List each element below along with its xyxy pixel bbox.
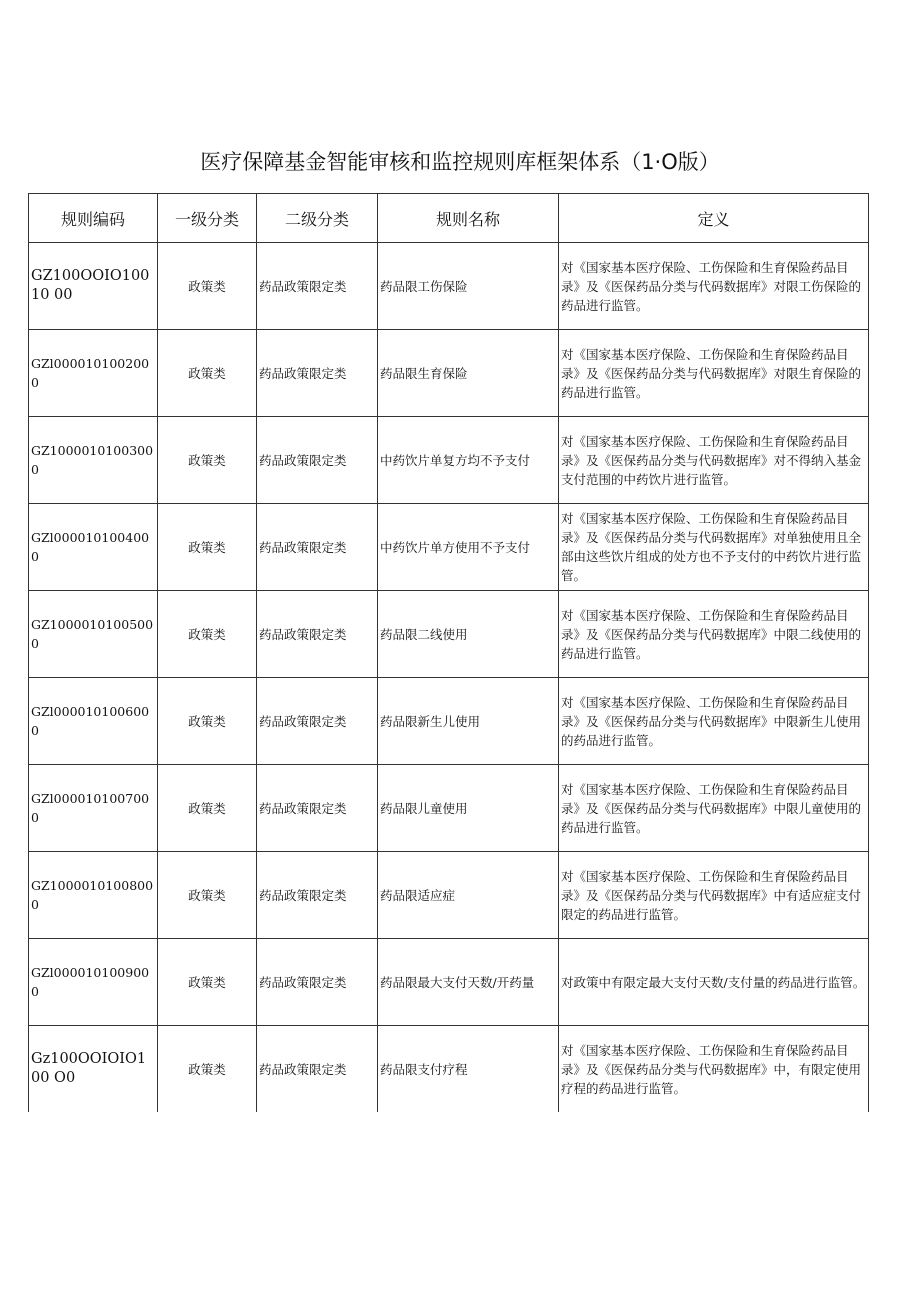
rule-name: 中药饮片单复方均不予支付 [378,417,559,504]
table-row [29,852,869,939]
page-title: 医疗保障基金智能审核和监控规则库框架体系（1·O版） [200,150,720,174]
rule-code: GZl0000101007000 [29,765,158,852]
rule-level1: 政策类 [158,678,257,765]
rule-code: GZ10000101003000 [29,417,158,504]
rule-name: 药品限适应症 [378,852,559,939]
header-level2: 二级分类 [257,194,378,243]
rule-code: GZ10000101008000 [29,852,158,939]
rule-definition: 对《国家基本医疗保险、工伤保险和生育保险药品目录》及《医保药品分类与代码数据库》对单独使用且全部由这些饮片组成的处方也不予支付的中药饮片进行监管。 [559,504,869,591]
rule-code: GZ10000101005000 [29,591,158,678]
table-row [29,765,869,852]
table-row [29,330,869,417]
table-row [29,243,869,330]
rule-level2: 药品政策限定类 [257,330,378,417]
rule-name: 药品限儿童使用 [378,765,559,852]
header-code: 规则编码 [29,194,158,243]
rule-name: 中药饮片单方使用不予支付 [378,504,559,591]
table-row [29,678,869,765]
rule-definition: 对《国家基本医疗保险、工伤保险和生育保险药品目录》及《医保药品分类与代码数据库》中限儿童使用的药品进行监管。 [559,765,869,852]
rule-name: 药品限二线使用 [378,591,559,678]
rule-level2: 药品政策限定类 [257,417,378,504]
rule-definition: 对《国家基本医疗保险、工伤保险和生育保险药品目录》及《医保药品分类与代码数据库》中限二线使用的药品进行监管。 [559,591,869,678]
rule-name: 药品限支付疗程 [378,1026,559,1113]
rule-level1: 政策类 [158,504,257,591]
rule-level2: 药品政策限定类 [257,852,378,939]
table-row [29,939,869,1026]
header-definition: 定义 [559,194,869,243]
rule-code: GZl0000101002000 [29,330,158,417]
rule-level2: 药品政策限定类 [257,243,378,330]
rule-definition: 对《国家基本医疗保险、工伤保险和生育保险药品目录》及《医保药品分类与代码数据库》中，有限定使用疗程的药品进行监管。 [559,1026,869,1113]
rule-definition: 对《国家基本医疗保险、工伤保险和生育保险药品目录》及《医保药品分类与代码数据库》对限工伤保险的药品进行监管。 [559,243,869,330]
rule-level1: 政策类 [158,417,257,504]
rule-code: GZl0000101006000 [29,678,158,765]
rule-definition: 对《国家基本医疗保险、工伤保险和生育保险药品目录》及《医保药品分类与代码数据库》中限新生儿使用的药品进行监管。 [559,678,869,765]
rule-level1: 政策类 [158,330,257,417]
rule-level2: 药品政策限定类 [257,765,378,852]
rule-level2: 药品政策限定类 [257,678,378,765]
rule-code: GZl0000101009000 [29,939,158,1026]
table-row [29,417,869,504]
header-name: 规则名称 [378,194,559,243]
rule-name: 药品限工伤保险 [378,243,559,330]
rule-name: 药品限最大支付天数/开药量 [378,939,559,1026]
rule-level1: 政策类 [158,591,257,678]
rule-name: 药品限生育保险 [378,330,559,417]
rule-level2: 药品政策限定类 [257,939,378,1026]
rule-definition: 对政策中有限定最大支付天数/支付量的药品进行监管。 [559,939,869,1026]
rule-level1: 政策类 [158,939,257,1026]
rule-level1: 政策类 [158,765,257,852]
rule-name: 药品限新生儿使用 [378,678,559,765]
header-level1: 一级分类 [158,194,257,243]
rule-level1: 政策类 [158,1026,257,1113]
rule-level2: 药品政策限定类 [257,504,378,591]
rule-code: Gz100OOIOIO100 O0 [29,1026,158,1113]
table-row [29,504,869,591]
rule-level1: 政策类 [158,243,257,330]
rule-code: GZl0000101004000 [29,504,158,591]
rule-level1: 政策类 [158,852,257,939]
rule-definition: 对《国家基本医疗保险、工伤保险和生育保险药品目录》及《医保药品分类与代码数据库》对限生育保险的药品进行监管。 [559,330,869,417]
rule-definition: 对《国家基本医疗保险、工伤保险和生育保险药品目录》及《医保药品分类与代码数据库》中有适应症支付限定的药品进行监管。 [559,852,869,939]
rule-level2: 药品政策限定类 [257,1026,378,1113]
table-row [29,1026,869,1113]
rule-definition: 对《国家基本医疗保险、工伤保险和生育保险药品目录》及《医保药品分类与代码数据库》对不得纳入基金支付范围的中药饮片进行监管。 [559,417,869,504]
rule-level2: 药品政策限定类 [257,591,378,678]
rule-code: GZ100OOIO10010 00 [29,243,158,330]
table-header-row [29,194,869,243]
table-row [29,591,869,678]
rules-table [28,193,869,1112]
